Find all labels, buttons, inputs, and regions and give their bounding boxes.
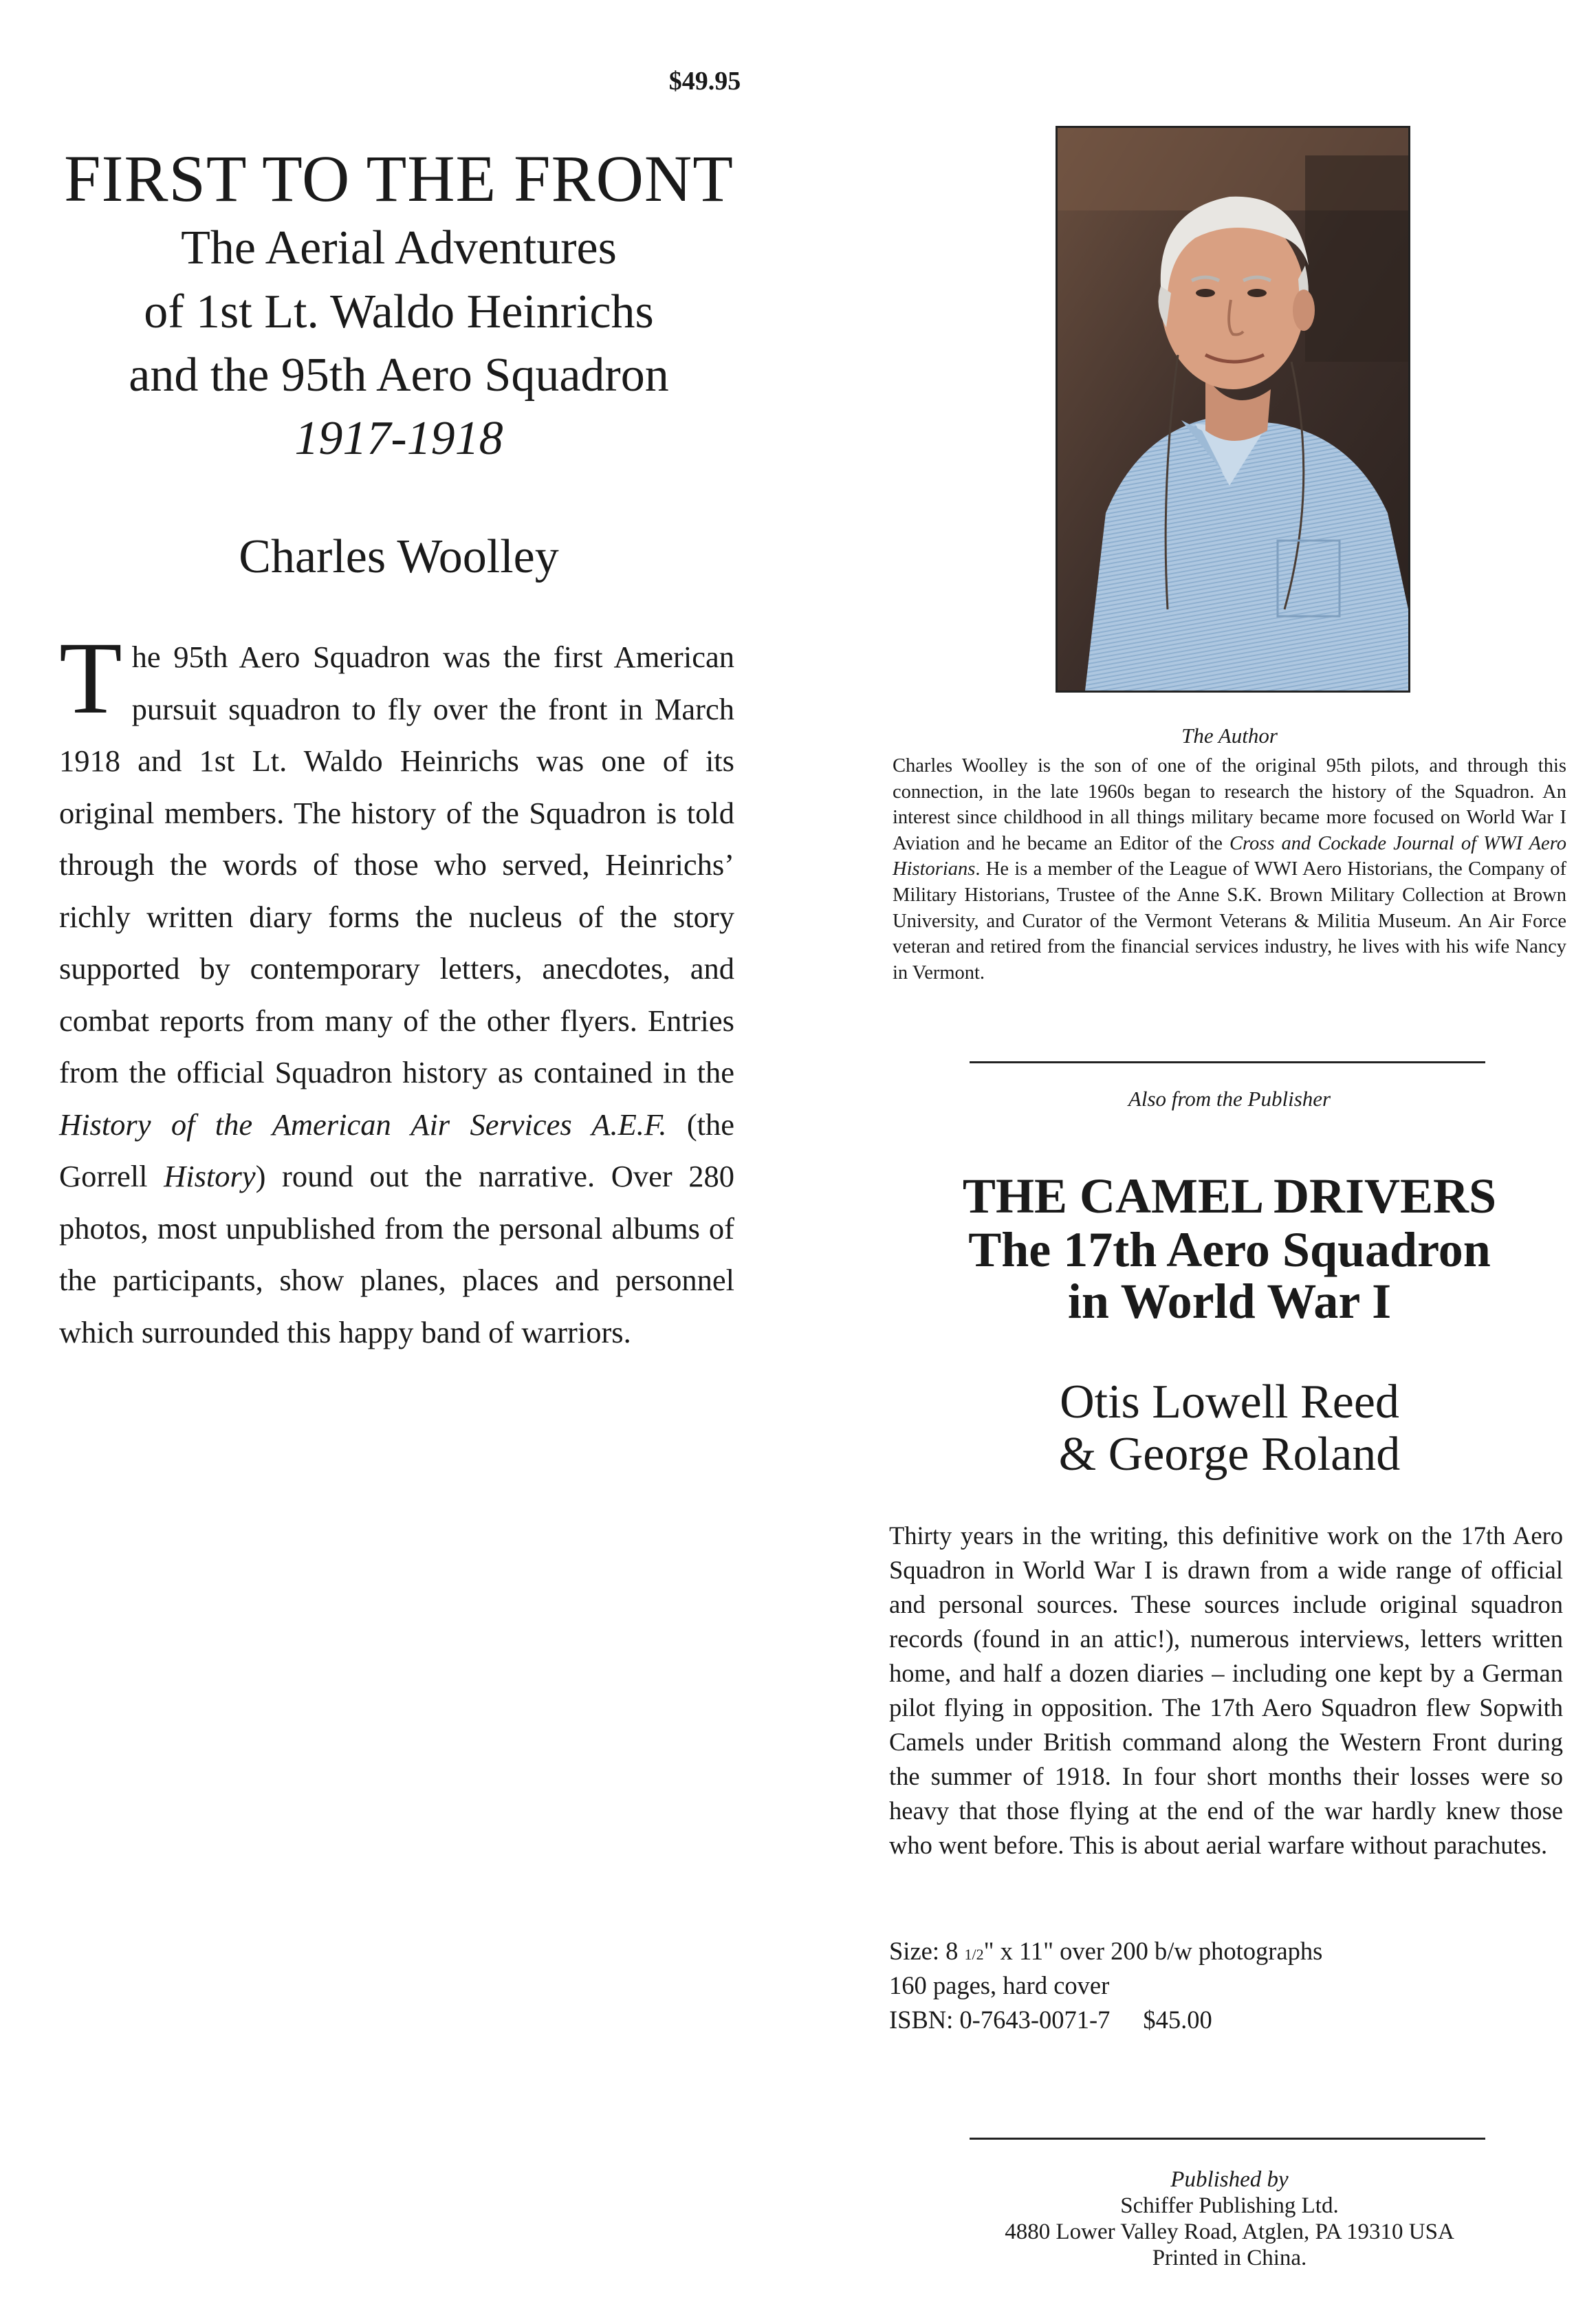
promo-pages-spec: 160 pages, hard cover bbox=[889, 1971, 1110, 1999]
promo-title-line-2: The 17th Aero Squadron bbox=[968, 1222, 1491, 1277]
book-title: FIRST TO THE FRONT bbox=[64, 142, 734, 215]
promo-price: $45.00 bbox=[1143, 2006, 1212, 2034]
book-subtitle-line-3: and the 95th Aero Squadron bbox=[129, 349, 669, 402]
publisher-label: Published by bbox=[1170, 2167, 1289, 2192]
promo-author-line-2: & George Roland bbox=[1058, 1428, 1401, 1481]
book-author: Charles Woolley bbox=[239, 530, 559, 583]
book-description bbox=[59, 621, 735, 1358]
book-years: 1917-1918 bbox=[294, 412, 503, 465]
promo-isbn-spec bbox=[889, 2003, 1563, 2037]
printed-in-label: Printed in China. bbox=[1152, 2246, 1307, 2270]
isbn-number: ISBN: 0-7643-0071-7 bbox=[889, 2006, 1111, 2034]
description-text-1: he 95th Aero Squadron was the first American pursuit squadron to fly over the front in March 1918 and 1st Lt. Waldo Heinrichs was one of its original members. The history of the Squadron is told through the words of those who served, Heinrichs’ richly written diary forms the nucleus of the story supported by contemporary letters, anecdotes, and combat reports from many of the other flyers. Entries from the official Squadron history as contained in the bbox=[59, 640, 734, 1089]
book-subtitle-line-2: of 1st Lt. Waldo Heinrichs bbox=[144, 285, 654, 338]
publisher-address: 4880 Lower Valley Road, Atglen, PA 19310 USA bbox=[1005, 2219, 1454, 2244]
description-italic-2: History bbox=[164, 1159, 256, 1193]
also-from-publisher-label: Also from the Publisher bbox=[1128, 1087, 1331, 1111]
size-prefix: Size: 8 bbox=[889, 1937, 965, 1965]
description-text-2: (the Gorrell bbox=[59, 1107, 735, 1193]
publisher-name: Schiffer Publishing Ltd. bbox=[1120, 2193, 1339, 2218]
promo-author-line-1: Otis Lowell Reed bbox=[1060, 1376, 1399, 1429]
promo-title-line-3: in World War I bbox=[1067, 1274, 1392, 1329]
promo-size-spec bbox=[889, 1934, 1563, 1972]
author-bio bbox=[893, 753, 1566, 986]
promo-description: Thirty years in the writing, this definitive work on the 17th Aero Squadron in World War I is drawn from a wide range of official and personal sources. These sources include original squadron records (found in an attic!), numerous interviews, letters written home, and half a dozen diaries – including one kept by a German pilot flying in opposition. The 17th Aero Squadron flew Sopwith Camels under British command along the Western Front during the summer of 1918. In four short months their losses were so heavy that those flying at the end of the war hardly knew those who went before. This is about aerial warfare without parachutes. bbox=[889, 1521, 1563, 1859]
size-suffix: " x 11" over 200 b/w photographs bbox=[983, 1937, 1323, 1965]
price-label: $49.95 bbox=[668, 67, 741, 96]
size-fraction: 1/2 bbox=[964, 1946, 984, 1963]
divider-rule-bottom bbox=[970, 2138, 1485, 2140]
description-text-3: ) round out the narrative. Over 280 photos, most unpublished from the personal albums of the participants, show planes, places and personnel which surrounded this happy band of warriors. bbox=[59, 1159, 734, 1349]
divider-rule bbox=[970, 1061, 1485, 1063]
author-portrait-illustration bbox=[1058, 128, 1408, 691]
author-bio-text-2: . He is a member of the League of WWI Aero Historians, the Company of Military Historians, Trustee of the Anne S.K. Brown Military Collection at Brown University, and Curator of the Vermont Veterans & Militia Museum. An Air Force veteran and retired from the financial services industry, he lives with his wife Nancy in Vermont. bbox=[893, 858, 1566, 984]
author-bio-text-1: Charles Woolley is the son of one of the original 95th pilots, and through this connection, in the late 1960s began to research the history of the Squadron. An interest since childhood in all things military became more focused on World War I Aviation and he became an Editor of the bbox=[893, 755, 1566, 854]
description-italic-1: History of the American Air Services A.E.F. bbox=[59, 1107, 667, 1142]
drop-cap: T bbox=[59, 621, 122, 735]
book-subtitle-line-1: The Aerial Adventures bbox=[181, 221, 617, 274]
author-bio-italic: Cross and Cockade Journal of WWI Aero Historians bbox=[893, 832, 1566, 880]
author-photo bbox=[1056, 126, 1410, 693]
photo-caption: The Author bbox=[1181, 724, 1278, 748]
promo-title-line-1: THE CAMEL DRIVERS bbox=[962, 1169, 1497, 1224]
